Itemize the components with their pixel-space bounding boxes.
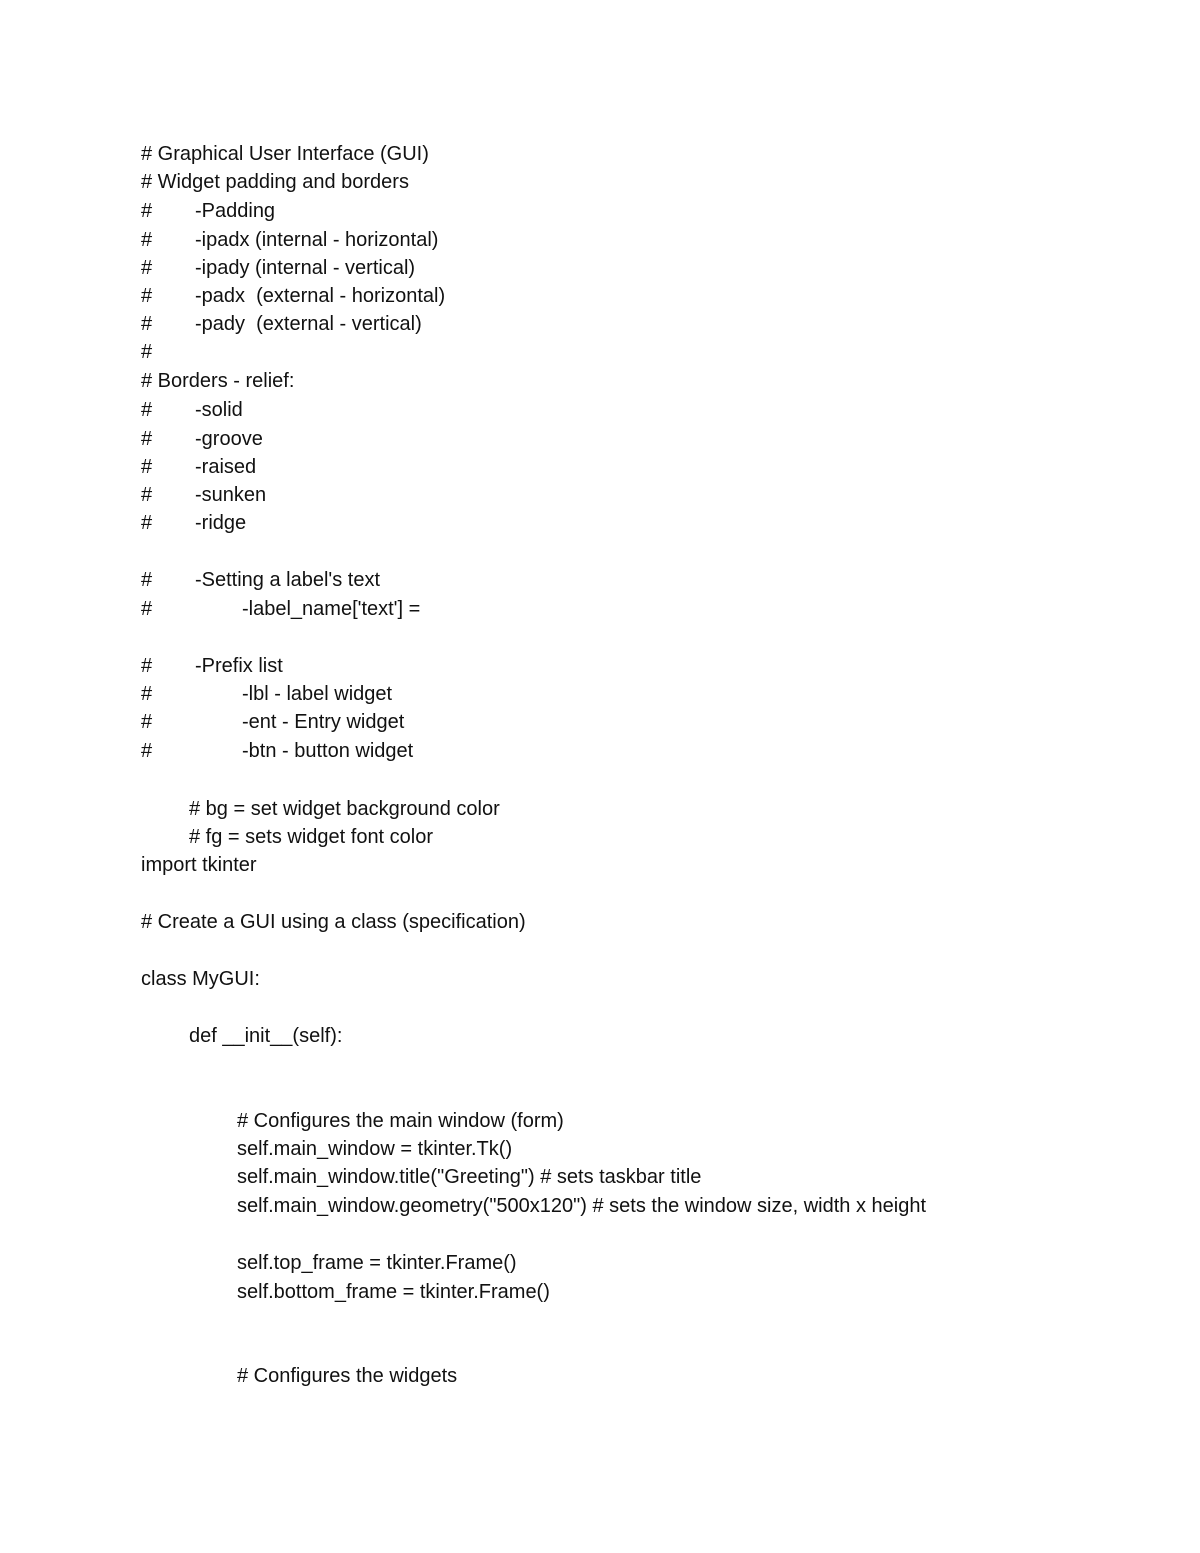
text-line: -padx (external - horizontal) xyxy=(195,285,446,307)
hash-marker: # xyxy=(141,569,153,591)
text-line: -Padding xyxy=(195,200,276,222)
text-line: self.bottom_frame = tkinter.Frame() xyxy=(237,1281,550,1303)
hash-marker: # xyxy=(141,740,153,762)
text-line: -ent - Entry widget xyxy=(242,711,405,733)
hash-marker: # xyxy=(141,598,153,620)
text-line: self.main_window = tkinter.Tk() xyxy=(237,1138,513,1160)
text-line: # fg = sets widget font color xyxy=(189,826,434,848)
hash-marker: # xyxy=(141,683,153,705)
hash-marker: # xyxy=(141,341,153,363)
hash-marker: # xyxy=(141,655,153,677)
text-line: -label_name['text'] = xyxy=(242,598,421,620)
text-line: -lbl - label widget xyxy=(242,683,393,705)
hash-marker: # xyxy=(141,200,153,222)
text-line: # Configures the widgets xyxy=(237,1365,458,1387)
hash-marker: # xyxy=(141,257,153,279)
text-line: -sunken xyxy=(195,484,267,506)
hash-marker: # xyxy=(141,711,153,733)
hash-marker: # xyxy=(141,512,153,534)
hash-marker: # xyxy=(141,456,153,478)
text-line: self.main_window.geometry("500x120") # sets the window size, width x height xyxy=(237,1195,926,1217)
text-line: -Setting a label's text xyxy=(195,569,381,591)
hash-marker: # xyxy=(141,399,153,421)
text-line: # Widget padding and borders xyxy=(141,171,409,193)
hash-marker: # xyxy=(141,313,153,335)
text-line: self.top_frame = tkinter.Frame() xyxy=(237,1252,517,1274)
text-line: # Create a GUI using a class (specification) xyxy=(141,911,526,933)
text-line: -ipady (internal - vertical) xyxy=(195,257,416,279)
text-line: def __init__(self): xyxy=(189,1025,343,1047)
text-line: -pady (external - vertical) xyxy=(195,313,422,335)
hash-marker: # xyxy=(141,484,153,506)
text-line: -raised xyxy=(195,456,257,478)
hash-marker: # xyxy=(141,428,153,450)
text-line: # Configures the main window (form) xyxy=(237,1110,564,1132)
text-line: -solid xyxy=(195,399,243,421)
text-line: class MyGUI: xyxy=(141,968,260,990)
text-line: # Graphical User Interface (GUI) xyxy=(141,143,429,165)
text-line: -ipadx (internal - horizontal) xyxy=(195,229,439,251)
text-line: -Prefix list xyxy=(195,655,283,677)
text-line: -groove xyxy=(195,428,263,450)
text-line: # Borders - relief: xyxy=(141,370,295,392)
text-line: import tkinter xyxy=(141,854,257,876)
text-line: -btn - button widget xyxy=(242,740,414,762)
text-line: -ridge xyxy=(195,512,247,534)
text-line: self.main_window.title("Greeting") # sets taskbar title xyxy=(237,1166,702,1188)
hash-marker: # xyxy=(141,285,153,307)
text-line: # bg = set widget background color xyxy=(189,798,500,820)
hash-marker: # xyxy=(141,229,153,251)
